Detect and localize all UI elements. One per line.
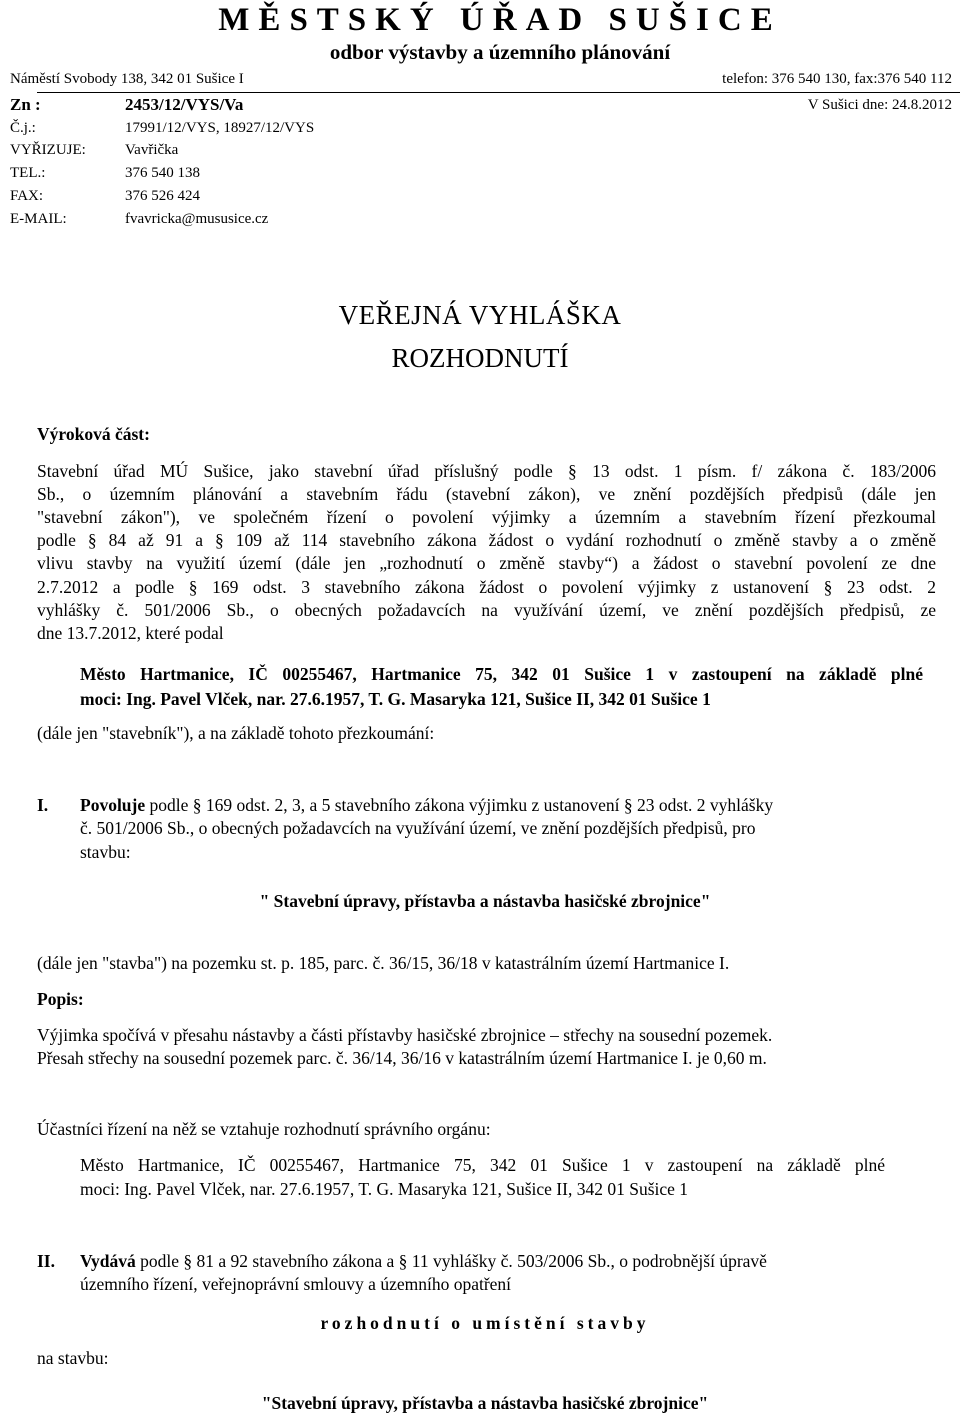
intro-line: 2.7.2012 a podle § 169 odst. 3 stavebního zákona žádost o povolení výjimky z ustanovení § 23 odst. 2 [37, 577, 936, 597]
applicant-note: (dále jen "stavebník"), a na základě tohoto přezkoumání: [37, 723, 435, 743]
item2-line2: územního řízení, veřejnoprávní smlouvy a územního opatření [80, 1274, 512, 1294]
item1-line3: stavbu: [80, 842, 131, 862]
heading-decision: ROZHODNUTÍ [391, 343, 569, 373]
vyrizuje-label: VYŘIZUJE: [10, 142, 86, 158]
intro-line: podle § 84 až 91 a § 109 až 114 stavebního zákona žádost o vydání rozhodnutí o změně stavby a o změně [37, 530, 936, 550]
email-value[interactable]: fvavricka@mususice.cz [125, 211, 269, 227]
fax-value: 376 526 424 [125, 188, 200, 204]
office-address: Náměstí Svobody 138, 342 01 Sušice I [10, 71, 244, 87]
tel-label: TEL.: [10, 165, 46, 181]
cj-label: Č.j.: [10, 120, 36, 136]
item1-verb: Povoluje [80, 795, 146, 815]
intro-line: Stavební úřad MÚ Sušice, jako stavební úřad příslušný podle § 13 odst. 1 písm. f/ zákona č. 183/2006 [37, 461, 936, 481]
office-title: MĚSTSKÝ ÚŘAD SUŠICE [218, 2, 782, 38]
item2-line [80, 1250, 767, 1273]
cj-value: 17991/12/VYS, 18927/12/VYS [125, 120, 315, 136]
item1-line2: č. 501/2006 Sb., o obecných požadavcích na využívání území, ve znění pozdějších předpisů, pro [80, 818, 756, 838]
participant-line: moci: Ing. Pavel Vlček, nar. 27.6.1957, T. G. Masaryka 121, Sušice II, 342 01 Sušice 1 [80, 1179, 689, 1199]
office-phone-fax: telefon: 376 540 130, fax:376 540 112 [722, 71, 952, 87]
item1-number: I. [37, 795, 49, 815]
construction-note: (dále jen "stavba") na pozemku st. p. 185, parc. č. 36/15, 36/18 v katastrálním území Hartmanice I. [37, 953, 730, 973]
item1-line [80, 794, 773, 817]
decision-type: rozhodnutí o umístění stavby [320, 1313, 650, 1333]
construction-name-2: "Stavební úpravy, přístavba a nástavba hasičské zbrojnice" [261, 1393, 709, 1413]
zn-value: 2453/12/VYS/Va [125, 95, 244, 114]
section-label: Výroková část: [37, 424, 150, 444]
intro-line: "stavební zákon"), ve společném řízení o povolení výjimky a územním a stavebním řízení přezkoumal [37, 507, 936, 527]
header-divider [37, 92, 960, 93]
popis-line: Přesah střechy na sousední pozemek parc. č. 36/14, 36/16 v katastrálním území Hartmanice I. je 0,60 m. [37, 1048, 767, 1068]
fax-label: FAX: [10, 188, 44, 204]
heading-public-notice: VEŘEJNÁ VYHLÁŠKA [338, 300, 622, 330]
vyrizuje-value: Vavřička [125, 142, 179, 158]
intro-line: vyhlášky č. 501/2006 Sb., o obecných požadavcích na využívání území, ve znění pozdějších předpisů, ze [37, 600, 936, 620]
item2-verb: Vydává [80, 1251, 136, 1271]
item1-text: podle § 169 odst. 2, 3, a 5 stavebního zákona výjimku z ustanovení § 23 odst. 2 vyhlášky [145, 795, 774, 815]
popis-label: Popis: [37, 989, 84, 1009]
applicant-line: Město Hartmanice, IČ 00255467, Hartmanice 75, 342 01 Sušice 1 v zastoupení na základě plné [80, 664, 923, 684]
for-construction-label: na stavbu: [37, 1348, 109, 1368]
email-label: E-MAIL: [10, 211, 67, 227]
item2-text: podle § 81 a 92 stavebního zákona a § 11 vyhlášky č. 503/2006 Sb., o podrobnější úpravě [135, 1251, 767, 1271]
document-date: V Sušici dne: 24.8.2012 [807, 97, 952, 113]
department-name: odbor výstavby a územního plánování [329, 40, 671, 64]
construction-name: " Stavební úpravy, přístavba a nástavba hasičské zbrojnice" [259, 891, 711, 911]
tel-value: 376 540 138 [125, 165, 200, 181]
intro-line: vlivu stavby na využití území (dále jen „rozhodnutí o změně stavby“) a žádost o stavební povolení ze dne [37, 553, 936, 573]
popis-line: Výjimka spočívá v přesahu nástavby a části přístavby hasičské zbrojnice – střechy na sousední pozemek. [37, 1025, 773, 1045]
zn-label: Zn : [10, 95, 41, 114]
intro-line: dne 13.7.2012, které podal [37, 623, 224, 643]
intro-line: Sb., o územním plánování a stavebním řádu (stavební zákon), ve znění pozdějších předpisů (dále jen [37, 484, 936, 504]
participants-label: Účastníci řízení na něž se vztahuje rozhodnutí správního orgánu: [37, 1119, 491, 1139]
applicant-line: moci: Ing. Pavel Vlček, nar. 27.6.1957, T. G. Masaryka 121, Sušice II, 342 01 Sušice 1 [80, 689, 711, 709]
item2-number: II. [37, 1251, 55, 1271]
participant-line: Město Hartmanice, IČ 00255467, Hartmanice 75, 342 01 Sušice 1 v zastoupení na základě plné [80, 1155, 885, 1175]
